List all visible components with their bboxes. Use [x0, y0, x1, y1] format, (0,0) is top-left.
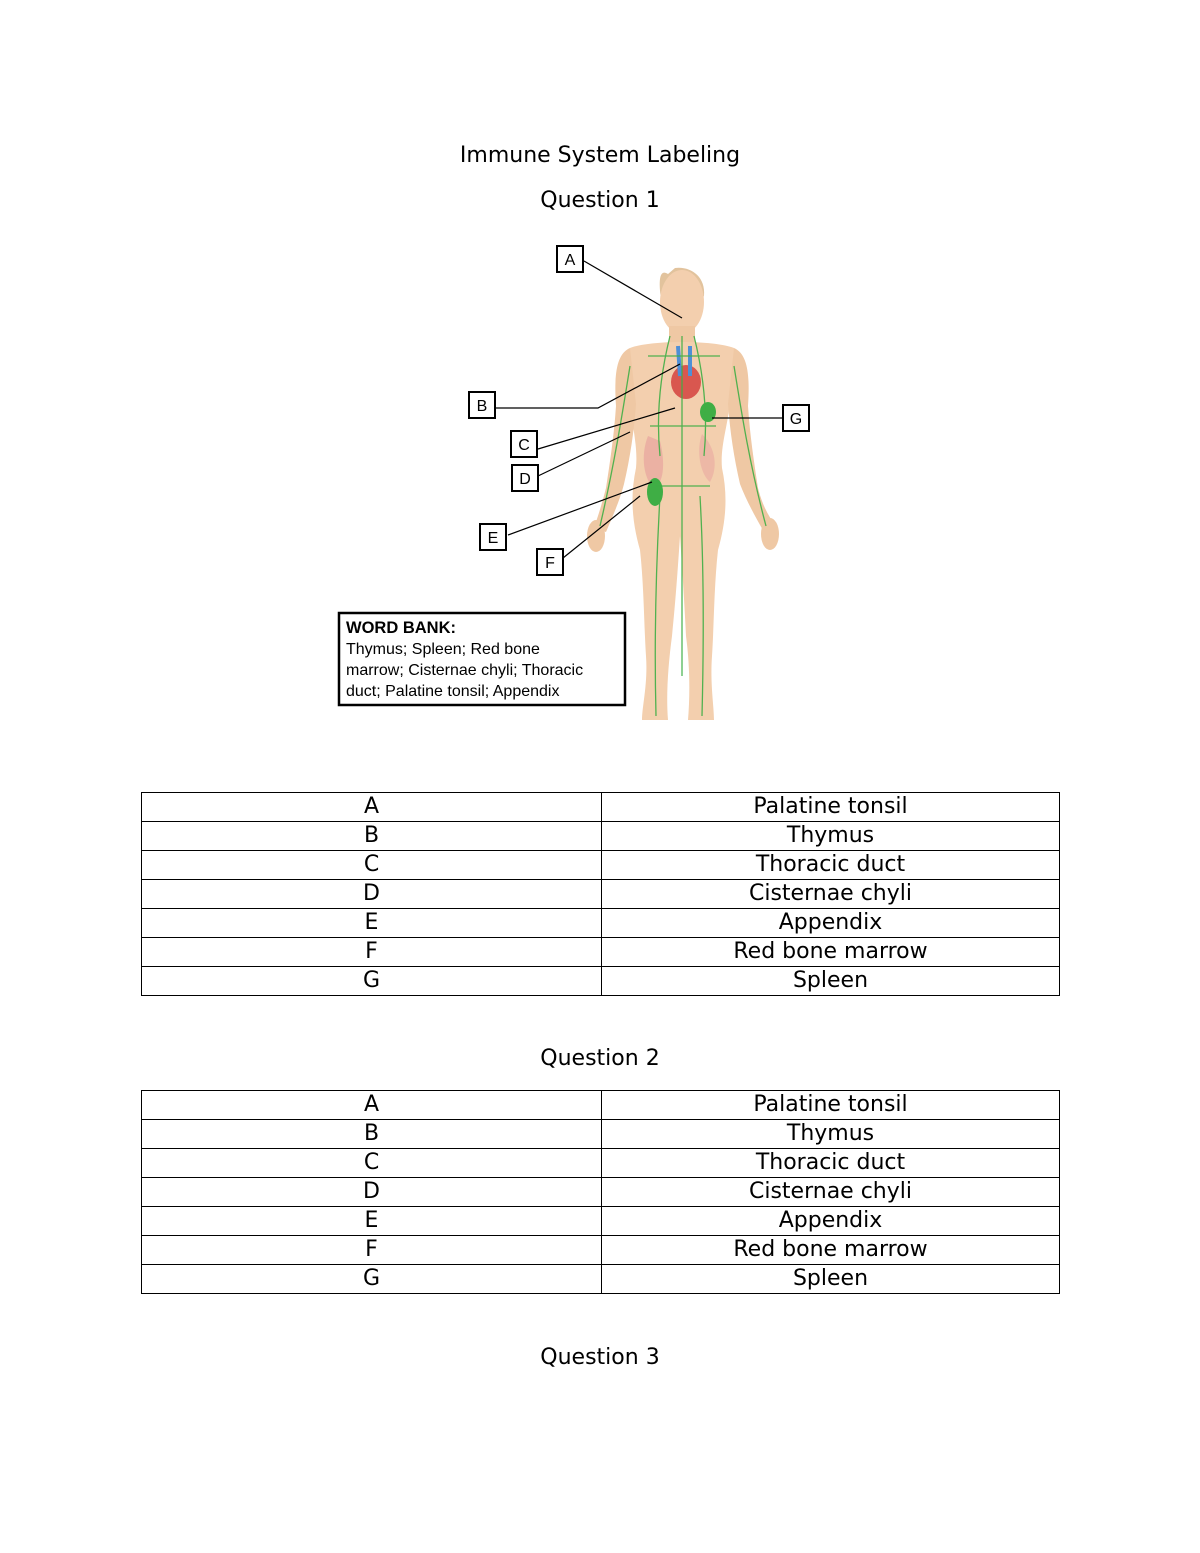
label-cell: A	[142, 1091, 602, 1120]
svg-text:E: E	[487, 530, 499, 547]
table-row	[142, 1207, 1060, 1236]
document-title: Immune System Labeling	[459, 143, 741, 168]
label-cell: C	[142, 1149, 602, 1178]
callout-g	[783, 405, 809, 431]
label-cell: C	[142, 851, 602, 880]
question-2-answer-table	[141, 1090, 1060, 1294]
word-bank-line: Thymus; Spleen; Red bone	[346, 641, 540, 658]
callout-f	[537, 549, 563, 575]
question-3-title: Question 3	[540, 1345, 660, 1370]
answer-cell: Red bone marrow	[602, 1236, 1060, 1265]
answer-cell: Spleen	[602, 967, 1060, 996]
table-row	[142, 822, 1060, 851]
label-cell: A	[142, 793, 602, 822]
table-row	[142, 1149, 1060, 1178]
callout-e	[480, 524, 506, 550]
table-row	[142, 851, 1060, 880]
svg-text:B: B	[476, 398, 488, 415]
answer-cell: Thymus	[602, 1120, 1060, 1149]
svg-text:A: A	[564, 252, 576, 269]
word-bank-line: duct; Palatine tonsil; Appendix	[346, 683, 560, 700]
label-cell: F	[142, 938, 602, 967]
lymphatic-system-figure	[330, 236, 820, 728]
table-row	[142, 1236, 1060, 1265]
table-row	[142, 1091, 1060, 1120]
label-cell: B	[142, 822, 602, 851]
callout-b	[469, 392, 495, 418]
label-cell: D	[142, 1178, 602, 1207]
label-cell: D	[142, 880, 602, 909]
word-bank-heading: WORD BANK:	[346, 619, 456, 637]
answer-cell: Palatine tonsil	[602, 793, 1060, 822]
answer-cell: Appendix	[602, 1207, 1060, 1236]
answer-cell: Red bone marrow	[602, 938, 1060, 967]
table-row	[142, 1178, 1060, 1207]
word-bank	[339, 613, 625, 705]
answer-cell: Cisternae chyli	[602, 880, 1060, 909]
label-cell: E	[142, 1207, 602, 1236]
table-row	[142, 909, 1060, 938]
table-row	[142, 967, 1060, 996]
answer-cell: Appendix	[602, 909, 1060, 938]
answer-cell: Thoracic duct	[602, 851, 1060, 880]
table-row	[142, 1120, 1060, 1149]
label-cell: F	[142, 1236, 602, 1265]
callout-c	[511, 431, 537, 457]
table-row	[142, 880, 1060, 909]
question-1-answer-table	[141, 792, 1060, 996]
label-cell: G	[142, 967, 602, 996]
answer-cell: Palatine tonsil	[602, 1091, 1060, 1120]
answer-cell: Cisternae chyli	[602, 1178, 1060, 1207]
label-cell: B	[142, 1120, 602, 1149]
callout-a	[557, 246, 583, 272]
question-2-title: Question 2	[540, 1046, 660, 1071]
table-row	[142, 1265, 1060, 1294]
answer-cell: Spleen	[602, 1265, 1060, 1294]
callout-d	[512, 465, 538, 491]
word-bank-line: marrow; Cisternae chyli; Thoracic	[346, 662, 584, 679]
svg-text:F: F	[545, 555, 555, 572]
label-cell: E	[142, 909, 602, 938]
answer-cell: Thymus	[602, 822, 1060, 851]
question-1-title: Question 1	[540, 188, 660, 213]
svg-text:C: C	[518, 437, 530, 454]
table-row	[142, 793, 1060, 822]
label-cell: G	[142, 1265, 602, 1294]
svg-text:G: G	[789, 411, 803, 428]
table-row	[142, 938, 1060, 967]
answer-cell: Thoracic duct	[602, 1149, 1060, 1178]
svg-text:D: D	[519, 471, 531, 488]
